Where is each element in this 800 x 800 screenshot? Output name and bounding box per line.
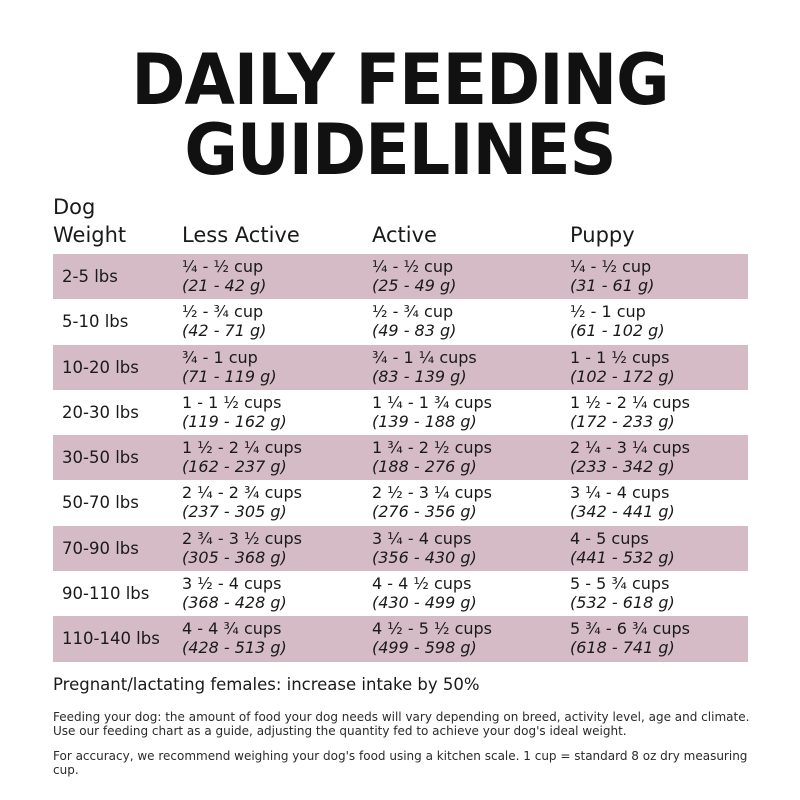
active-cell-cups: 1 ¾ - 2 ½ cups — [372, 438, 493, 458]
puppy-cell-grams: (532 - 618 g) — [570, 593, 675, 613]
less-active-cell-cups: ½ - ¾ cup — [182, 302, 264, 322]
less-active-cell — [182, 393, 287, 431]
active-cell-grams: (356 - 430 g) — [372, 547, 477, 567]
weight-cell: 110-140 lbs — [62, 629, 160, 649]
active-cell-grams: (499 - 598 g) — [372, 638, 477, 658]
less-active-cell — [182, 348, 277, 386]
less-active-cell-grams: (21 - 42 g) — [182, 276, 267, 295]
accuracy-note: For accuracy, we recommend weighing your dog's food using a kitchen scale. 1 cup = standard 8 oz dry measuring cup. — [53, 749, 748, 777]
puppy-cell-cups: ½ - 1 cup — [570, 302, 646, 322]
less-active-cell — [182, 574, 287, 612]
table-header — [53, 193, 748, 253]
active-cell-cups: 4 - 4 ½ cups — [372, 574, 472, 594]
active-cell — [372, 483, 492, 521]
active-cell-cups: ½ - ¾ cup — [372, 302, 454, 322]
active-cell — [372, 619, 492, 657]
table-row — [53, 571, 748, 616]
less-active-cell-cups: 2 ¼ - 2 ¾ cups — [182, 483, 303, 503]
less-active-cell — [182, 483, 302, 521]
puppy-cell-grams: (342 - 441 g) — [570, 502, 675, 522]
less-active-cell-cups: ¼ - ½ cup — [182, 257, 264, 276]
puppy-cell — [570, 438, 690, 476]
active-cell — [372, 574, 477, 612]
active-cell — [372, 393, 492, 431]
less-active-cell-cups: ¾ - 1 cup — [182, 347, 258, 367]
weight-cell: 90-110 lbs — [62, 584, 150, 604]
less-active-cell — [182, 619, 287, 657]
table-row — [53, 480, 748, 525]
less-active-cell-cups: 1 - 1 ½ cups — [182, 392, 282, 412]
puppy-cell-cups: 5 ¾ - 6 ¾ cups — [570, 619, 691, 639]
less-active-cell — [182, 529, 302, 567]
table-row — [53, 299, 748, 344]
puppy-cell — [570, 393, 690, 431]
puppy-cell-cups: 5 - 5 ¾ cups — [570, 574, 670, 594]
less-active-cell-cups: 3 ½ - 4 cups — [182, 574, 282, 594]
table-row — [53, 390, 748, 435]
puppy-cell-grams: (31 - 61 g) — [570, 276, 655, 295]
weight-cell: 2-5 lbs — [62, 267, 118, 286]
weight-cell: 50-70 lbs — [62, 493, 139, 513]
active-cell — [372, 348, 477, 386]
table-row — [53, 526, 748, 571]
puppy-cell-cups: 1 - 1 ½ cups — [570, 347, 670, 367]
active-cell-grams: (83 - 139 g) — [372, 366, 467, 386]
puppy-cell-grams: (441 - 532 g) — [570, 547, 675, 567]
table-row — [53, 254, 748, 299]
weight-cell: 10-20 lbs — [62, 357, 139, 377]
puppy-cell — [570, 619, 690, 657]
active-cell-cups: ¼ - ½ cup — [372, 257, 454, 276]
puppy-cell-cups: 1 ½ - 2 ¼ cups — [570, 392, 691, 412]
weight-cell: 30-50 lbs — [62, 448, 139, 468]
less-active-cell-grams: (368 - 428 g) — [182, 593, 287, 613]
pregnant-note: Pregnant/lactating females: increase intake by 50% — [53, 675, 480, 694]
puppy-cell-grams: (233 - 342 g) — [570, 457, 675, 477]
puppy-cell-cups: 3 ¼ - 4 cups — [570, 483, 670, 503]
active-cell — [372, 438, 492, 476]
less-active-cell-cups: 4 - 4 ¾ cups — [182, 619, 282, 639]
header-dog-weight-line2: Weight — [53, 223, 127, 247]
less-active-cell-grams: (71 - 119 g) — [182, 366, 277, 386]
page-title-line2: GUIDELINES — [184, 109, 616, 191]
puppy-cell-cups: 4 - 5 cups — [570, 528, 649, 548]
puppy-cell — [570, 257, 654, 295]
weight-cell: 70-90 lbs — [62, 538, 139, 558]
puppy-cell-cups: 2 ¼ - 3 ¼ cups — [570, 438, 691, 458]
active-cell-grams: (139 - 188 g) — [372, 411, 477, 431]
active-cell — [372, 257, 456, 295]
active-cell-grams: (25 - 49 g) — [372, 276, 457, 295]
active-cell-grams: (276 - 356 g) — [372, 502, 477, 522]
active-cell-grams: (49 - 83 g) — [372, 321, 457, 341]
less-active-cell — [182, 257, 266, 295]
active-cell-grams: (430 - 499 g) — [372, 593, 477, 613]
header-dog-weight-line1: Dog — [53, 195, 96, 219]
less-active-cell-grams: (305 - 368 g) — [182, 547, 287, 567]
puppy-cell-grams: (61 - 102 g) — [570, 321, 665, 341]
puppy-cell — [570, 574, 675, 612]
less-active-cell-grams: (237 - 305 g) — [182, 502, 287, 522]
table-row — [53, 345, 748, 390]
feeding-note: Feeding your dog: the amount of food your dog needs will vary depending on breed, activity level, age and climate. Use our feeding chart as a guide, adjusting the quantity fed to achieve your dog's ideal weight. — [53, 710, 750, 738]
feeding-table — [53, 254, 748, 662]
header-puppy: Puppy — [570, 223, 635, 247]
puppy-cell — [570, 483, 675, 521]
less-active-cell-grams: (428 - 513 g) — [182, 638, 287, 658]
active-cell-cups: 2 ½ - 3 ¼ cups — [372, 483, 493, 503]
active-cell-cups: 3 ¼ - 4 cups — [372, 528, 472, 548]
table-row — [53, 435, 748, 480]
less-active-cell — [182, 302, 266, 340]
puppy-cell-grams: (102 - 172 g) — [570, 366, 675, 386]
header-active: Active — [372, 223, 437, 247]
active-cell — [372, 302, 456, 340]
page-title-line1: DAILY FEEDING — [131, 39, 669, 121]
less-active-cell — [182, 438, 302, 476]
puppy-cell-grams: (172 - 233 g) — [570, 411, 675, 431]
table-row — [53, 616, 748, 661]
active-cell-cups: ¾ - 1 ¼ cups — [372, 347, 477, 367]
puppy-cell — [570, 348, 675, 386]
header-less-active: Less Active — [182, 223, 300, 247]
less-active-cell-cups: 2 ¾ - 3 ½ cups — [182, 528, 303, 548]
less-active-cell-cups: 1 ½ - 2 ¼ cups — [182, 438, 303, 458]
puppy-cell-grams: (618 - 741 g) — [570, 638, 675, 658]
less-active-cell-grams: (42 - 71 g) — [182, 321, 267, 341]
puppy-cell-cups: ¼ - ½ cup — [570, 257, 652, 276]
less-active-cell-grams: (162 - 237 g) — [182, 457, 287, 477]
header-dog-weight — [53, 193, 173, 249]
weight-cell: 5-10 lbs — [62, 312, 129, 332]
puppy-cell — [570, 302, 665, 340]
less-active-cell-grams: (119 - 162 g) — [182, 411, 287, 431]
active-cell-cups: 1 ¼ - 1 ¾ cups — [372, 392, 493, 412]
active-cell-cups: 4 ½ - 5 ½ cups — [372, 619, 493, 639]
weight-cell: 20-30 lbs — [62, 402, 139, 422]
puppy-cell — [570, 529, 675, 567]
active-cell-grams: (188 - 276 g) — [372, 457, 477, 477]
active-cell — [372, 529, 477, 567]
